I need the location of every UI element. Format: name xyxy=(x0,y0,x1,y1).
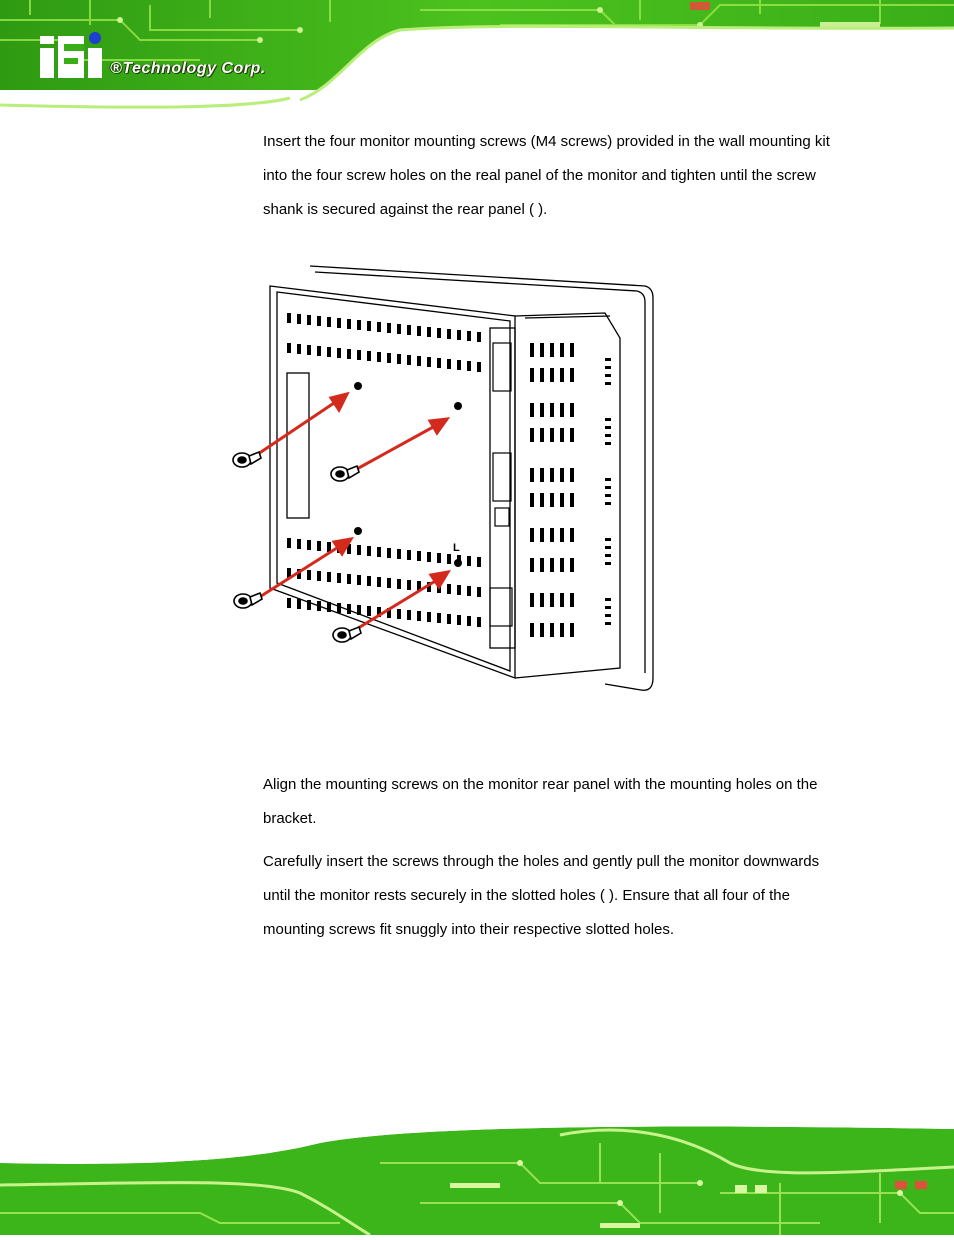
instruction-paragraph-3: Carefully insert the screws through the holes and gently pull the monitor downwards until the monitor rests securely in the slotted holes ( ). Ensure that all four of the mounting screws fit snuggly into their respective slotted holes. xyxy=(263,853,820,938)
footer-banner xyxy=(0,1123,954,1235)
label-mark: L xyxy=(453,542,460,554)
company-name: ®Technology Corp. xyxy=(110,60,266,77)
monitor-rear-figure xyxy=(225,258,665,703)
header-banner xyxy=(0,0,954,118)
pcb-footer-graphic xyxy=(0,1123,954,1235)
monitor-rear-panel-icon xyxy=(225,258,665,703)
iei-logo-icon xyxy=(40,32,102,78)
pcb-header-graphic xyxy=(0,0,954,118)
instruction-paragraph-2: Align the mounting screws on the monitor rear panel with the mounting holes on the bracket. xyxy=(263,776,818,827)
instruction-paragraph-1: Insert the four monitor mounting screws (M4 screws) provided in the wall mounting kit into the four screw holes on the real panel of the monitor and tighten until the screw shank is secured against the rear panel ( ). xyxy=(263,133,830,218)
